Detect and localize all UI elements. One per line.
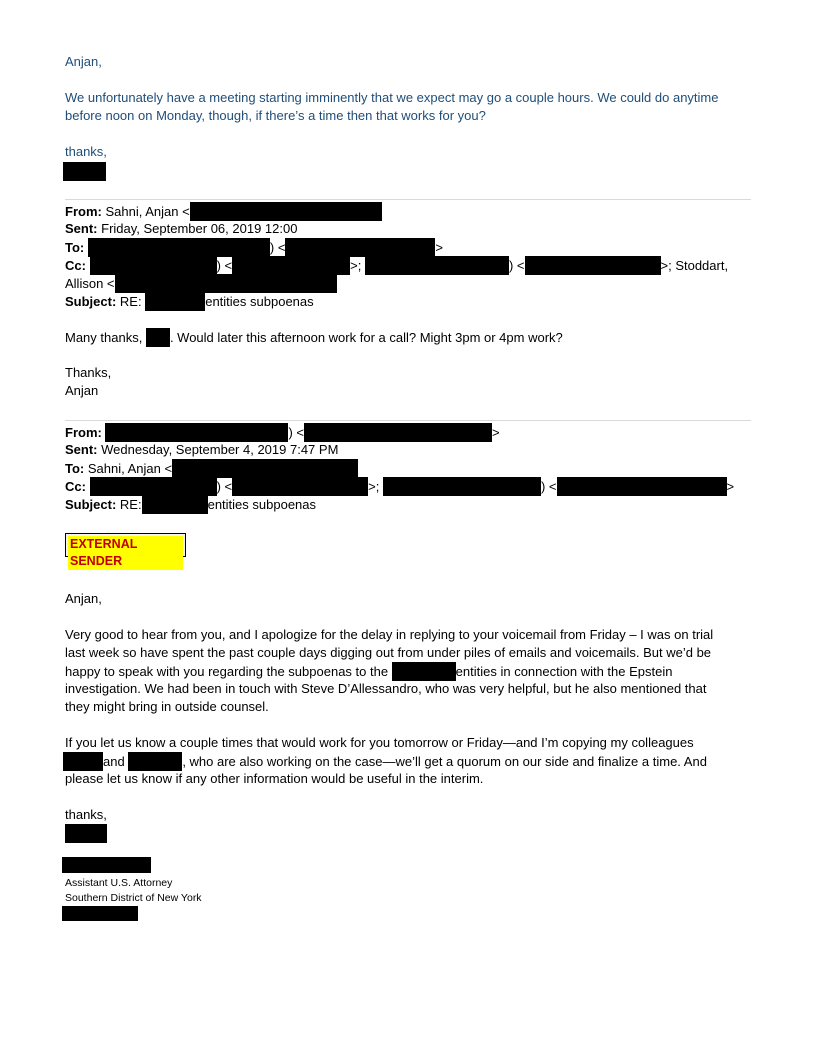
redaction-bar	[63, 752, 103, 771]
msg2-body-line: Very good to hear from you, and I apologize for the delay in replying to your voicemail from Friday – I was on trial	[65, 627, 714, 642]
msg2-body-line: happy to speak with you regarding the subpoenas to the entities in connection with the Epstein	[65, 664, 673, 679]
redaction-bar	[304, 423, 492, 442]
redaction-bar	[285, 238, 435, 257]
msg1-cc-cont: Allison <	[65, 274, 337, 293]
redacted-signature	[65, 824, 107, 843]
external-sender-badge: EXTERNAL SENDER	[65, 533, 186, 557]
redaction-bar	[142, 495, 208, 514]
msg2-sent: Sent: Wednesday, September 4, 2019 7:47 PM	[65, 442, 339, 457]
msg2-body-line: and , who are also working on the case—we’ll get a quorum on our side and finalize a time. And	[63, 752, 707, 771]
redaction-bar	[145, 292, 205, 311]
msg1-name: Anjan	[65, 383, 99, 398]
divider	[65, 420, 751, 421]
redaction-bar	[365, 256, 509, 275]
redaction-bar	[232, 477, 368, 496]
redaction-bar	[557, 477, 727, 496]
msg1-to: To: ) < >	[65, 240, 444, 255]
msg2-body-line: investigation. We had been in touch with Steve D’Allessandro, who was very helpful, but he also mentioned that	[65, 681, 707, 696]
reply-body-line: We unfortunately have a meeting starting imminently that we expect may go a couple hours. We could do anytime	[65, 90, 719, 105]
redaction-bar	[525, 256, 661, 275]
redaction-bar	[172, 459, 358, 478]
redaction-bar	[146, 328, 170, 347]
msg2-signoff: thanks,	[65, 807, 107, 822]
reply-body-line: before noon on Monday, though, if there’s a time then that works for you?	[65, 108, 486, 123]
redaction-bar	[232, 256, 350, 275]
msg1-cc: Cc: ) < >; ) < >; Stoddart,	[65, 258, 729, 273]
msg2-body-line: they might bring in outside counsel.	[65, 699, 269, 714]
msg2-body-line: If you let us know a couple times that would work for you tomorrow or Friday—and I’m copying my colleagues	[65, 735, 694, 750]
reply-signoff: thanks,	[65, 144, 107, 159]
msg1-sent: Sent: Friday, September 06, 2019 12:00	[65, 221, 298, 236]
redacted-signature	[62, 855, 151, 873]
msg2-to: To: Sahni, Anjan <	[65, 459, 358, 478]
msg1-subject: Subject: RE: entities subpoenas	[65, 294, 314, 309]
signature-office: Southern District of New York	[65, 892, 202, 904]
signature-title: Assistant U.S. Attorney	[65, 877, 173, 889]
redaction-bar	[90, 256, 217, 275]
redaction-bar	[90, 477, 217, 496]
redaction-bar	[190, 202, 382, 221]
redaction-bar	[383, 477, 541, 496]
reply-greeting: Anjan,	[65, 54, 102, 69]
msg1-body: Many thanks, . Would later this afternoon work for a call? Might 3pm or 4pm work?	[65, 330, 563, 345]
msg2-from: From: ) < >	[65, 425, 500, 440]
divider	[65, 199, 751, 200]
redacted-signature	[62, 903, 138, 921]
redaction-bar	[128, 752, 182, 771]
msg1-closing: Thanks,	[65, 365, 112, 380]
redaction-bar	[105, 423, 288, 442]
msg1-from: From: Sahni, Anjan <	[65, 202, 382, 221]
msg2-body-line: please let us know if any other information would be useful in the interim.	[65, 771, 484, 786]
msg2-greeting: Anjan,	[65, 591, 102, 606]
redacted-signature	[63, 162, 106, 181]
redaction-bar	[88, 238, 270, 257]
redaction-bar	[392, 662, 456, 681]
msg2-cc: Cc: ) < >; ) < >	[65, 479, 735, 494]
redaction-bar	[115, 274, 337, 293]
msg2-body-line: last week so have spent the past couple days digging out from under piles of emails and voicemails. But we’d be	[65, 645, 712, 660]
msg2-subject: Subject: RE: entities subpoenas	[65, 497, 317, 512]
